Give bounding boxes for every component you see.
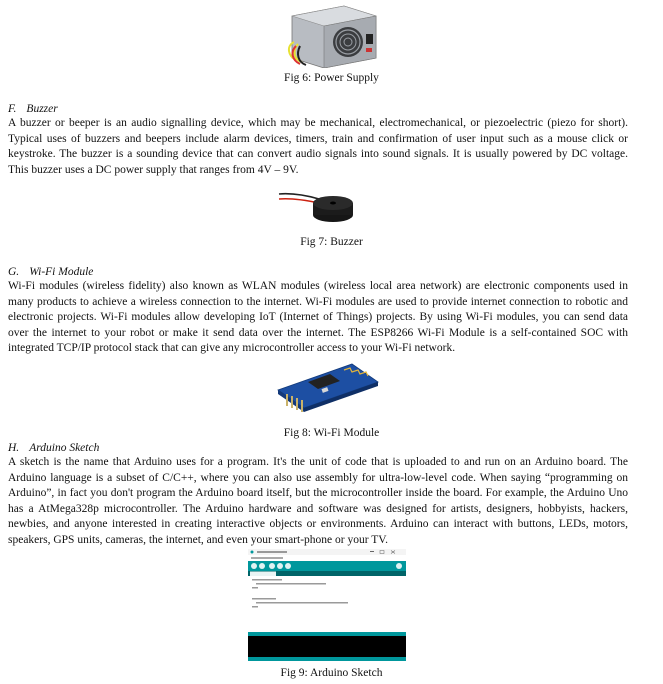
power-supply-image: [284, 2, 380, 68]
figure-power-supply: [0, 2, 663, 70]
paragraph-buzzer: A buzzer or beeper is an audio signalling device, which may be mechanical, electromechanical, or piezoelectric (piezo for short). Typical uses of buzzers and beepers include alarm devices, timers, train and confirmation of user input such as a mouse click or keystroke. The buzzer is a sounding device that can convert audio signals into sound signals. It is usually powered by DC voltage. This buzzer uses a DC power supply that ranges from 4V – 9V.: [8, 117, 628, 176]
heading-title: Buzzer: [26, 103, 58, 115]
fig7-caption: Fig 7: Buzzer: [300, 236, 363, 248]
heading-number: H.: [8, 442, 20, 454]
heading-number: F.: [8, 103, 17, 115]
fig6-caption: Fig 6: Power Supply: [284, 72, 379, 84]
heading-wifi: [8, 265, 93, 279]
heading-arduino: [8, 441, 99, 455]
paragraph-wifi: Wi-Fi modules (wireless fidelity) also known as WLAN modules (wireless local area network) are electronic components used in many products to achieve a wireless connection to the internet. Wi-Fi modules are used to provide internet connection to robotic and electronic projects. Wi-Fi modules allow developing IoT (Internet of Things) projects. By using Wi-Fi modules, you can send data over the internet to your robot or make it send data over the internet. The ESP8266 Wi-Fi Module is a self-contained SOC with integrated TCP/IP protocol stack that can give any microcontroller access to your Wi-Fi network.: [8, 280, 628, 354]
figure-arduino-sketch: [0, 549, 663, 661]
wifi-module-image: [274, 360, 382, 414]
buzzer-image: [277, 185, 357, 225]
heading-number: G.: [8, 266, 20, 278]
figure-wifi-module: [0, 360, 663, 416]
heading-title: Wi-Fi Module: [29, 266, 94, 278]
fig8-caption: Fig 8: Wi-Fi Module: [283, 427, 380, 439]
arduino-ide-screenshot: [248, 549, 406, 661]
heading-buzzer: [8, 102, 58, 116]
paragraph-arduino: A sketch is the name that Arduino uses for a program. It's the unit of code that is uploaded to and run on an Arduino board. The Arduino language is a subset of C/C++, where you can also use assembly for ultra-low-level code. When saying “programming on Arduino”, in fact you don't program the Arduino board itself, but the microcontroller inside the board. For example, the Arduino Uno has a AtMega328p microcontroller. The Arduino hardware and software was designed for artists, designers, hobbyists, hackers, newbies, and anyone interested in creating interactive objects or environments. Arduino can interact with buttons, LEDs, motors, speakers, GPS units, cameras, the internet, and even your smart-phone or your TV.: [8, 456, 628, 546]
figure-buzzer: [0, 185, 663, 225]
fig9-caption: Fig 9: Arduino Sketch: [280, 667, 383, 679]
heading-title: Arduino Sketch: [29, 442, 100, 454]
